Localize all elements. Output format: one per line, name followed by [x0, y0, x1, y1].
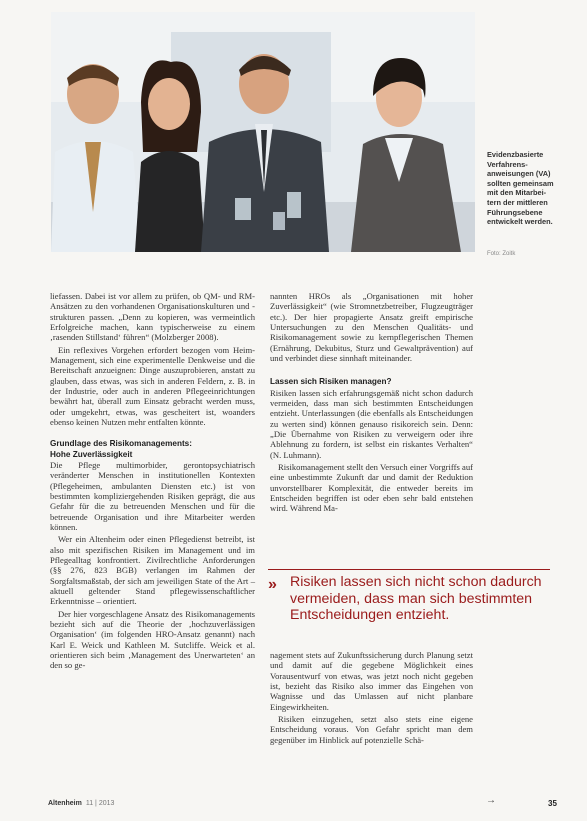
- pull-quote-text: Risiken lassen sich nicht schon dadurch vermeiden, dass man sich bestimmten Entscheidungen entzieht.: [290, 574, 542, 623]
- paragraph: Die Pflege multimorbider, gerontopsychiatrisch veränderter Menschen in institutionellen Kontexten (Pflegeheimen, ambulanten Diensten etc.) ist von bestimmten kompliziergehenden Risiken geprägt, die aus Gefahr für die zu betreuenden Menschen und für die betreuende Organisation und ihre Mitarbeiter werden können.: [50, 459, 255, 532]
- caption-line: Verfahrens-: [487, 159, 528, 169]
- paragraph: Ein reflexives Vorgehen erfordert bezogen vom Heim-Management, sich eine experimentelle Denkweise und die Bereitschaft anzueignen: Dinge auszuprobieren, anstatt zu glauben, dass etwas, was sich in anderen Feldern, z. B. in der Industrie, oder auch in anderen Pflegeeinrichtungen bewährt hat, überall zum Einsatz gebracht werden muss, oder umgekehrt, etwas, was gescheitert ist, woanders ebenso keinen Nutzen mehr entfalten könnte.: [50, 344, 255, 428]
- pull-quote: [268, 574, 550, 624]
- section-heading: Grundlage des Risikomanagements:: [50, 439, 192, 449]
- journal-name: Altenheim: [48, 800, 82, 807]
- paragraph: Risiken einzugehen, setzt also stets eine eigene Entscheidung voraus. Von Gefahr spricht man dem gegenüber im Hinblick auf potenzielle Schä-: [270, 714, 473, 745]
- continue-arrow-icon: →: [486, 795, 496, 806]
- section-heading: Lassen sich Risiken managen?: [270, 377, 392, 387]
- article-right-column-lower: [270, 650, 473, 747]
- caption-line: entwickelt werden.: [487, 217, 553, 227]
- section-heading: Hohe Zuverlässigkeit: [50, 449, 133, 459]
- paragraph: nannten HROs als „Organisationen mit hoher Zuverlässigkeit“ (wie Stromnetzbetreiber, Flugzeugträger etc.). Der hier propagierte Ansatz greift empirische Untersuchungen zu den Menschen Qualitäts- und Risikomanagement sowie zu kernpflegerischen Themen (Ernährung, Dekubitus, Sturz und Gewaltprävention) auf und verbindet diese sinnhaft miteinander.: [270, 291, 473, 364]
- paragraph: liefassen. Dabei ist vor allem zu prüfen, ob QM- und RM-Ansätzen zu den vorhandenen Organisationskulturen und -strukturen passen. „Denn zu kopieren, was vermeintlich Erfolgreiche machen, kann typischerweise zu einem ‚rasenden Stillstand‘ führen“ (Molzberger 2008).: [50, 291, 255, 343]
- paragraph: nagement stets auf Zukunftssicherung durch Planung setzt und damit auf die gegebene Möglichkeit eines Vorausentwurf von etwas, was jetzt noch nicht gegeben ist, bezieht das Risiko also immer das Eingehen von Wagnisse und das Umlassen auf nicht planbare Eingewirkheiten.: [270, 650, 473, 712]
- paragraph: Wer ein Altenheim oder einen Pflegedienst betreibt, ist also mit spezifischen Risiken im Management und im Pflegealltag konfrontiert. Zivilrechtliche Anforderungen (§§ 276, 823 BGB) verlangen im Rahmen der Sorgfaltsmaßstab, der sich am jeweiligen State of the Art – aktuell geltender Stand pflegewissenschaftlicher Erkenntnisse – orientiert.: [50, 534, 255, 607]
- caption-line: mit den Mitarbei-: [487, 188, 547, 198]
- paragraph: Der hier vorgeschlagene Ansatz des Risikomanagements bezieht sich auf die Theorie der ‚hochzuverlässigen Organisation‘ (im folgenden HRO-Ansatz genannt) nach Karl E. Weick und Kathleen M. Sutcliffe. Weick et al. orientieren sich beim ‚Management des Unerwarteten‘ an den so ge-: [50, 608, 255, 671]
- pull-quote-rule: [268, 569, 550, 570]
- quote-mark-icon: »: [268, 576, 275, 593]
- caption-line: tern der mittleren: [487, 197, 548, 207]
- page-footer: [48, 800, 114, 807]
- article-right-column: [270, 291, 473, 516]
- article-left-column: [50, 291, 255, 673]
- team-photo: [51, 12, 475, 252]
- paragraph: Risikomanagement stellt den Versuch einer Vorgriffs auf eine unbestimmte Zukunft dar und damit der Reduktion unvorstellbarer Komplexität, die entweder bereits im Entscheiden begriffen ist oder eben sehr bald entstehen wird. Während Ma-: [270, 462, 473, 514]
- page-number: 35: [548, 799, 557, 808]
- caption-line: Führungsebene: [487, 207, 543, 217]
- caption-line: Evidenzbasierte: [487, 150, 544, 159]
- paragraph: Risiken lassen sich erfahrungsgemäß nicht schon dadurch vermeiden, dass man sich bestimmten Entscheidungen entzieht. Unterlassungen (die ebenfalls als Entscheidungen zu werten sind) können genauso risikoreich sein. Denn: „Die Übernahme von Risiken zu verweigern oder ihre Ablehnung zu fordern, ist selbst ein riskantes Verhalten“ (N. Luhmann).: [270, 387, 473, 460]
- caption-line: sollten gemeinsam: [487, 178, 554, 188]
- photo-credit: Foto: Zoitk: [487, 251, 516, 257]
- photo-caption: [487, 150, 583, 227]
- issue-number: 11 | 2013: [85, 800, 115, 807]
- caption-line: anweisungen (VA): [487, 169, 551, 179]
